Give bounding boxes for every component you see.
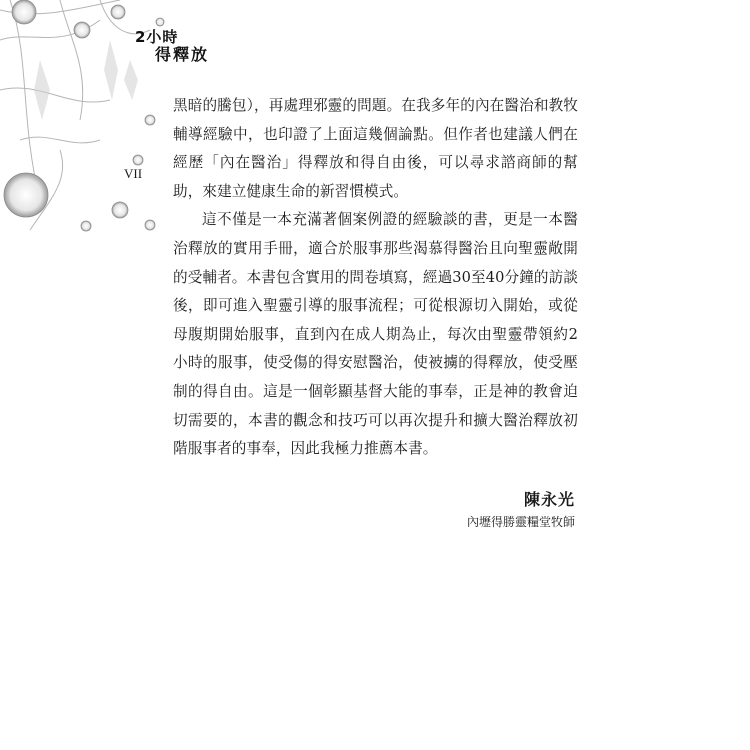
paragraph-2: 這不僅是一本充滿著個案例證的經驗談的書，更是一本醫治釋放的實用手冊，適合於服事那些渴慕得醫治且向聖靈敞開的受輔者。本書包含實用的問卷填寫，經過30至40分鐘的訪談後，即可進入聖靈引導的服事流程；可從根源切入開始，或從母腹期開始服事，直到內在成人期為止，每次由聖靈帶領約2小時的服事，使受傷的得安慰醫治，使被擄的得釋放，使受壓制的得自由。這是一個彰顯基督大能的事奉，正是神的教會迫切需要的，本書的觀念和技巧可以再次提升和擴大醫治釋放初階服事者的事奉，因此我極力推薦本書。 [173,211,578,458]
signature-title: 內壢得勝靈糧堂牧師 [466,515,575,529]
book-title-logo [135,30,209,63]
paragraph-1: 黑暗的騰包），再處理邪靈的問題。在我多年的內在醫治和教牧輔導經驗中，也印證了上面這幾個論點。但作者也建議人們在經歷「內在醫治」得釋放和得自由後，可以尋求諮商師的幫助，來建立健康生命的新習慣模式。 [173,97,578,200]
signature-name: 陳永光 [523,490,575,509]
logo-line-1: 2小時 [135,28,179,46]
logo-line-2: 得釋放 [155,45,210,64]
body-text [173,92,578,464]
page-number: VII [124,166,143,181]
